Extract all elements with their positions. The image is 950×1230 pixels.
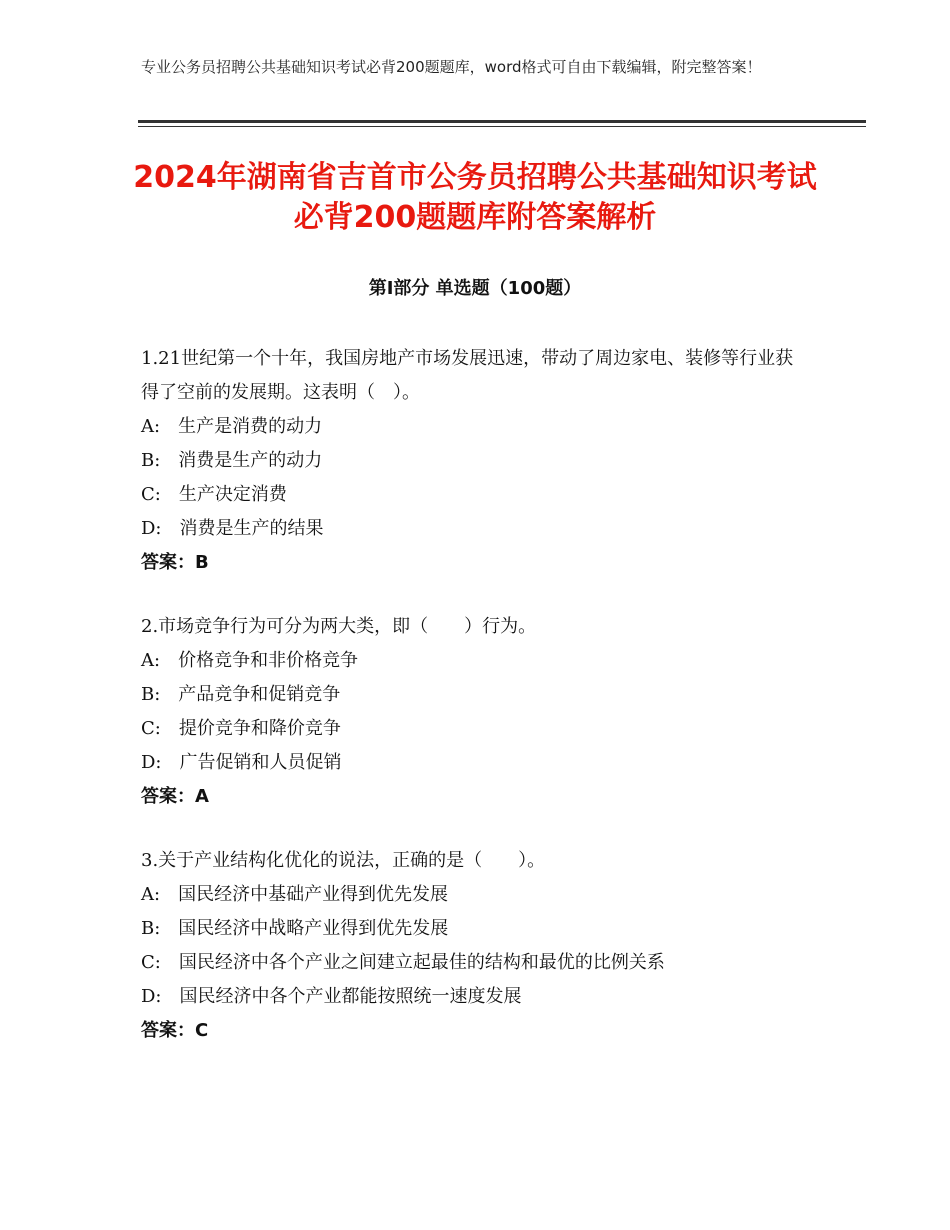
option-b: B: 消费是生产的动力: [141, 450, 323, 471]
answer-label: 答案：B: [141, 552, 209, 573]
document-title: 2024年湖南省吉首市公务员招聘公共基础知识考试必背200题题库附答案解析: [133, 160, 817, 235]
question-2: [141, 610, 841, 814]
option-a: A: 国民经济中基础产业得到优先发展: [141, 884, 449, 905]
option-a: A: 生产是消费的动力: [141, 416, 323, 437]
option-d: D: 国民经济中各个产业都能按照统一速度发展: [141, 986, 522, 1007]
option-c: C: 生产决定消费: [141, 484, 287, 505]
option-a: A: 价格竞争和非价格竞争: [141, 650, 359, 671]
question-stem: 3.关于产业结构化优化的说法，正确的是（ ）。: [141, 850, 546, 871]
section-title: 第Ⅰ部分 单选题（100题）: [368, 278, 582, 299]
option-c: C: 提价竞争和降价竞争: [141, 718, 341, 739]
header-rule-thick: [138, 120, 866, 123]
question-3: [141, 844, 841, 1048]
header-note: 专业公务员招聘公共基础知识考试必背200题题库，word格式可自由下载编辑，附完整答案！: [141, 58, 762, 76]
option-b: B: 产品竞争和促销竞争: [141, 684, 341, 705]
question-1: [141, 342, 841, 580]
option-d: D: 广告促销和人员促销: [141, 752, 342, 773]
question-stem: 1.21世纪第一个十年，我国房地产市场发展迅速，带动了周边家电、装修等行业获得了空前的发展期。这表明（ ）。: [141, 348, 794, 403]
option-c: C: 国民经济中各个产业之间建立起最佳的结构和最优的比例关系: [141, 952, 665, 973]
header-rule-thin: [138, 126, 866, 127]
option-b: B: 国民经济中战略产业得到优先发展: [141, 918, 449, 939]
option-d: D: 消费是生产的结果: [141, 518, 324, 539]
question-list: [141, 342, 841, 1078]
answer-label: 答案：A: [141, 786, 209, 807]
question-stem: 2.市场竞争行为可分为两大类，即（ ）行为。: [141, 616, 537, 637]
answer-label: 答案：C: [141, 1020, 209, 1041]
